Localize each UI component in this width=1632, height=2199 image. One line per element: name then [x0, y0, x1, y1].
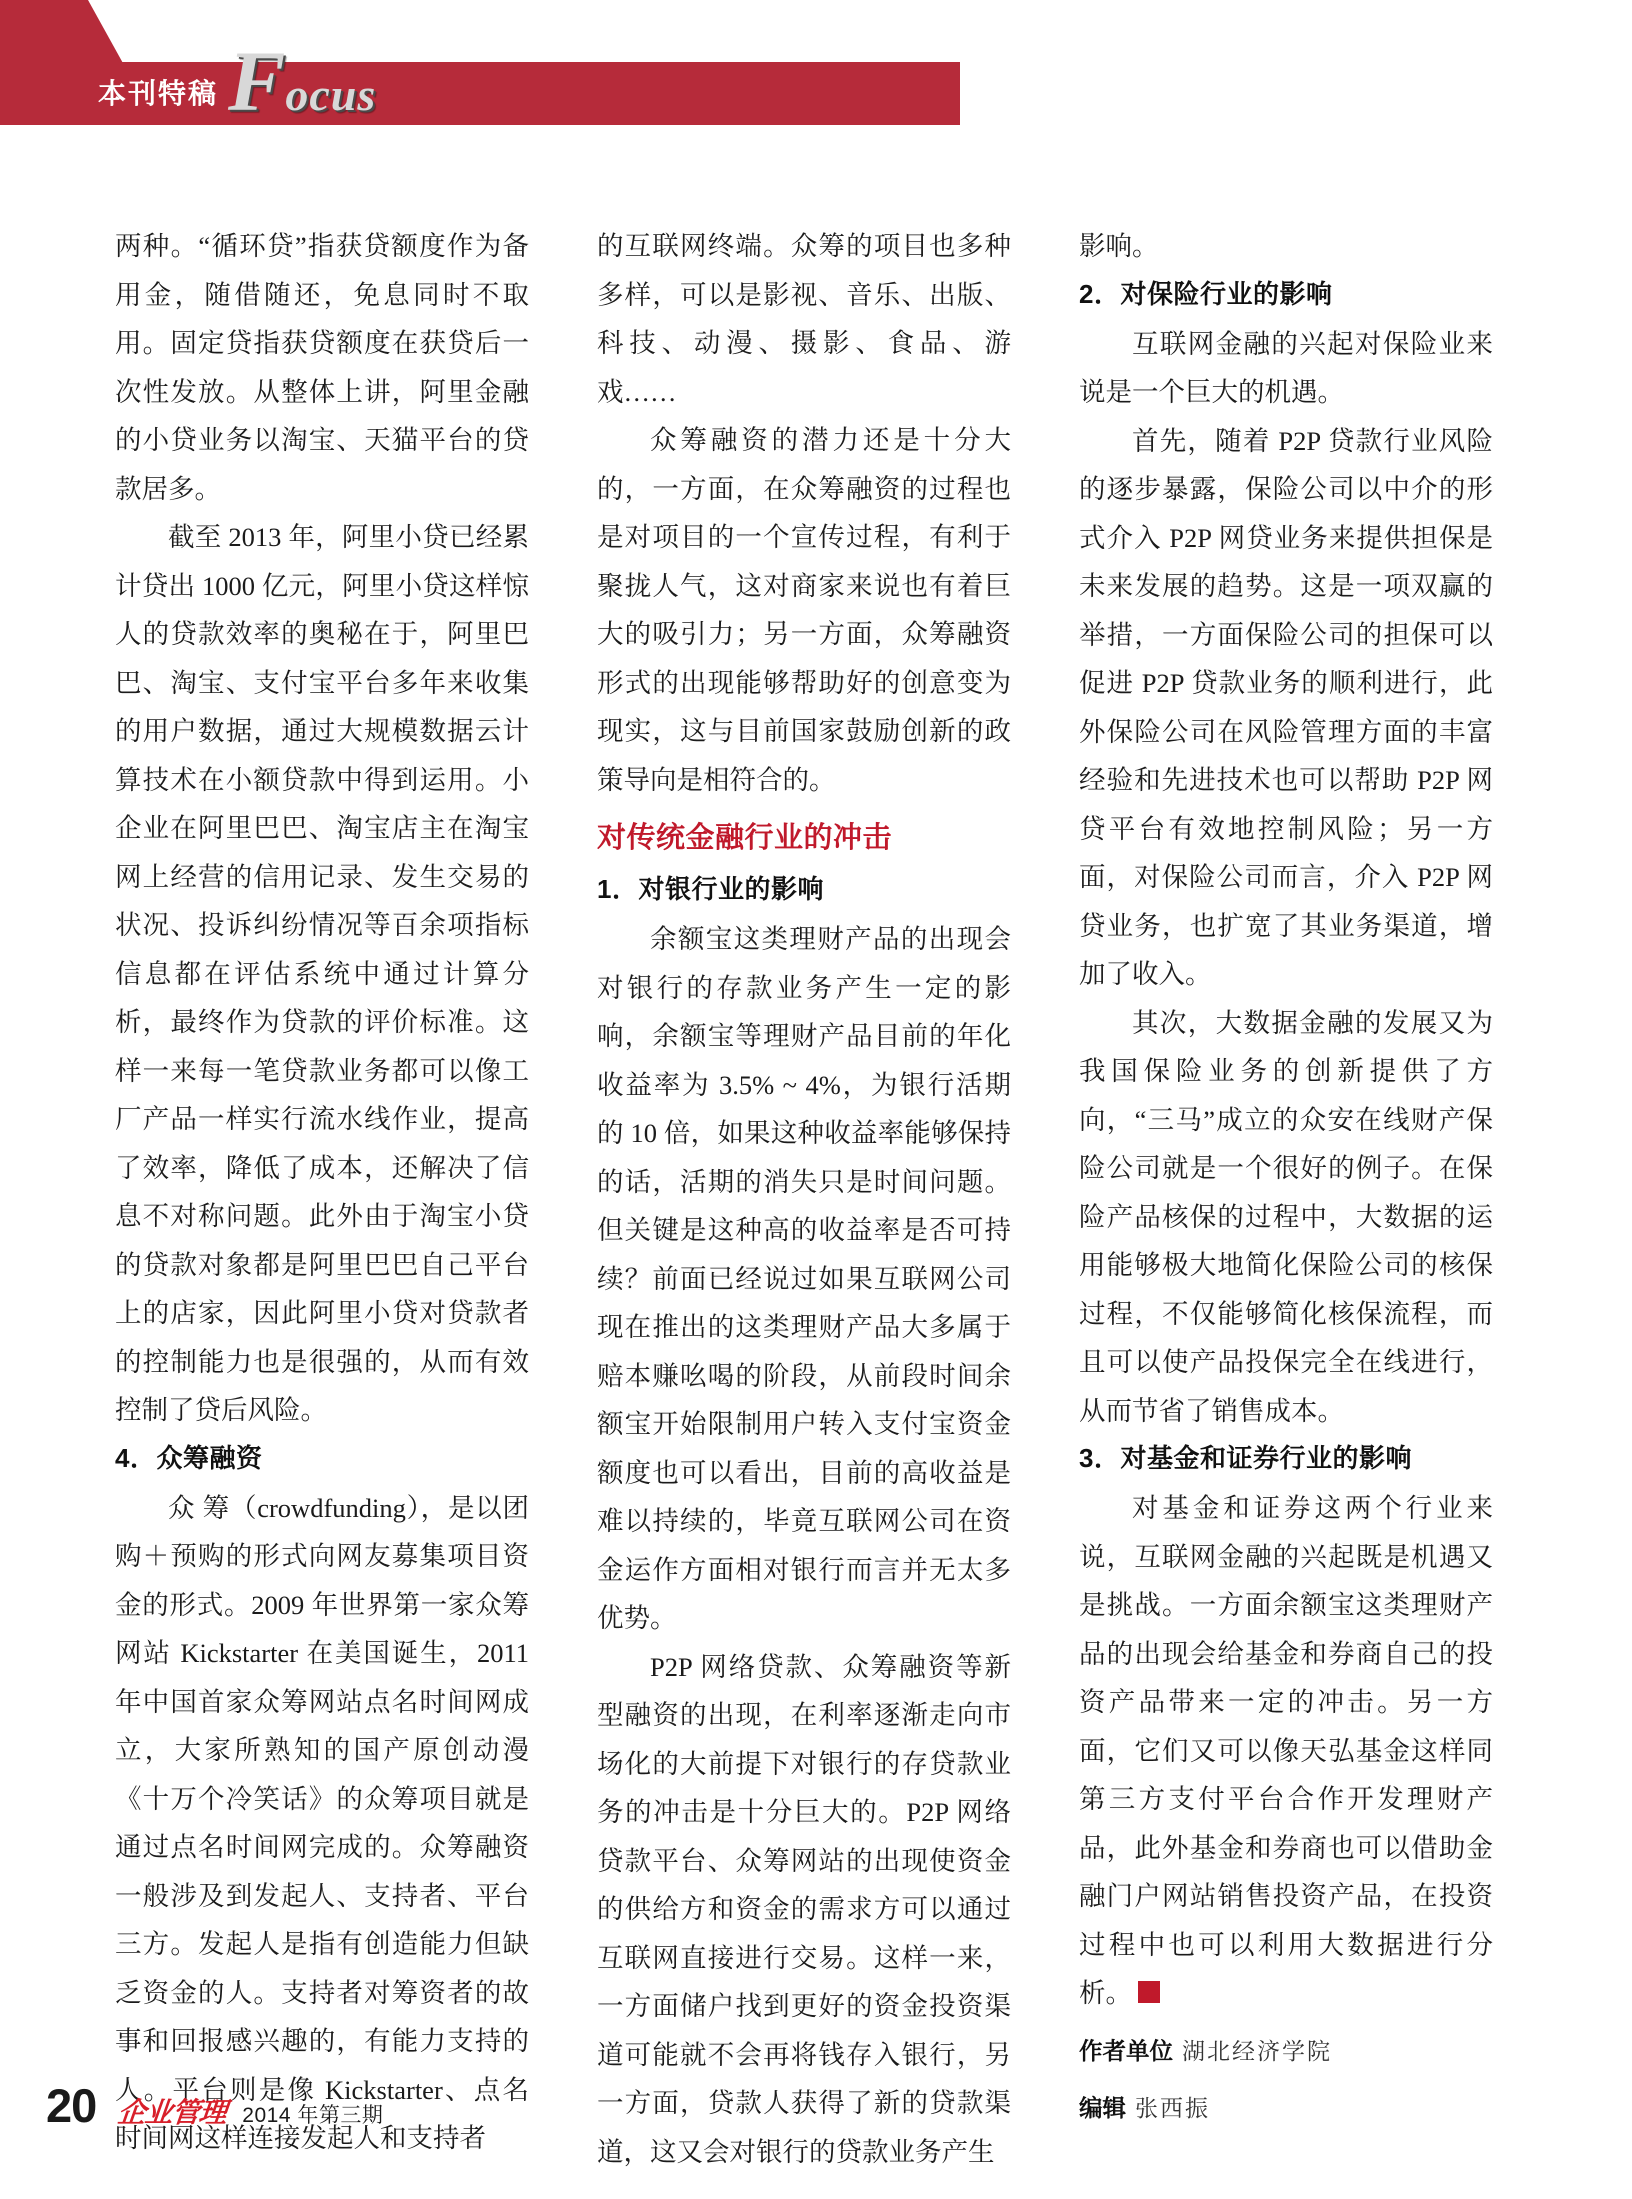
credit-affiliation: [1079, 2028, 1493, 2075]
paragraph: 众筹融资的潜力还是十分大的，一方面，在众筹融资的过程也是对项目的一个宣传过程，有利于聚拢人气，这对商家来说也有着巨大的吸引力；另一方面，众筹融资形式的出现能够帮助好的创意变为现实，这与目前国家鼓励创新的政策导向是相符合的。: [597, 425, 1011, 795]
subheading-banking: 1．对银行业的影响: [597, 874, 824, 904]
paragraph: 众 筹（crowdfunding），是以团购＋预购的形式向网友募集项目资金的形式。2009 年世界第一家众筹网站 Kickstarter 在美国诞生，2011 年中国首家众筹网站点名时间网成立，大家所熟知的国产原创动漫《十万个冷笑话》的众筹项目就是通过点名时间网完成的。众筹融资一般涉及到发起人、支持者、平台三方。发起人是指有创造能力但缺乏资金的人。支持者对筹资者的故事和回报感兴趣的，有能力支持的人。平台则是像 Kickstarter、点名时间网这样连接发起人和支持者: [115, 1492, 529, 2153]
paragraph: P2P 网络贷款、众筹融资等新型融资的出现，在利率逐渐走向市场化的大前提下对银行的存贷款业务的冲击是十分巨大的。P2P 网络贷款平台、众筹网站的出现使资金的供给方和资金的需求方可以通过互联网直接进行交易。这样一来，一方面储户找到更好的资金投资渠道可能就不会再将钱存入银行，另一方面，贷款人获得了新的贷款渠道，这又会对银行的贷款业务产生: [597, 1651, 1011, 2167]
paragraph: 其次，大数据金融的发展又为我国保险业务的创新提供了方向，“三马”成立的众安在线财产保险公司就是一个很好的例子。在保险产品核保的过程中，大数据的运用能够极大地简化保险公司的核保过程，不仅能够简化核保流程，而且可以使产品投保完全在线进行，从而节省了销售成本。: [1079, 1007, 1493, 1426]
credit-editor: [1079, 2085, 1493, 2132]
subheading-funds-securities: 3．对基金和证券行业的影响: [1079, 1443, 1412, 1473]
section-heading-impact: 对传统金融行业的冲击: [597, 822, 893, 854]
page-footer: [46, 2078, 383, 2133]
paragraph-final: [1079, 1484, 1493, 2018]
credit-label: 作者单位: [1079, 2037, 1173, 2064]
column-three: [1079, 222, 1493, 2121]
paragraph: 首先，随着 P2P 贷款行业风险的逐步暴露，保险公司以中介的形式介入 P2P 网贷业务来提供担保是未来发展的趋势。这是一项双赢的举措，一方面保险公司的担保可以促进 P2P 贷款业务的顺利进行，此外保险公司在风险管理方面的丰富经验和先进技术也可以帮助 P2P 网贷平台有效地控制风险；另一方面，对保险公司而言，介入 P2P 网贷业务，也扩宽了其业务渠道，增加了收入。: [1079, 425, 1493, 989]
journal-issue: 2014 年第三期: [242, 2104, 384, 2127]
focus-remainder: ocus: [285, 69, 377, 120]
credit-label: 编辑: [1079, 2094, 1126, 2121]
paragraph: 截至 2013 年，阿里小贷已经累计贷出 1000 亿元，阿里小贷这样惊人的贷款效率的奥秘在于，阿里巴巴、淘宝、支付宝平台多年来收集的用户数据，通过大规模数据云计算技术在小额贷款中得到运用。小企业在阿里巴巴、淘宝店主在淘宝网上经营的信用记录、发生交易的状况、投诉纠纷情况等百余项指标信息都在评估系统中通过计算分析，最终作为贷款的评价标准。这样一来每一笔贷款业务都可以像工厂产品一样实行流水线作业，提高了效率，降低了成本，还解决了信息不对称问题。此外由于淘宝小贷的贷款对象都是阿里巴巴自己平台上的店家，因此阿里小贷对贷款者的控制能力也是很强的，从而有效控制了贷后风险。: [115, 522, 529, 1425]
journal-logo: 企业管理: [116, 2098, 228, 2129]
paragraph: 余额宝这类理财产品的出现会对银行的存款业务产生一定的影响，余额宝等理财产品目前的年化收益率为 3.5% ~ 4%，为银行活期的 10 倍，如果这种收益率能够保持的话，活期的消失只是时间问题。但关键是这种高的收益率是否可持续？前面已经说过如果互联网公司现在推出的这类理财产品大多属于赔本赚吆喝的阶段，从前段时间余额宝开始限制用户转入支付宝资金额度也可以看出，目前的高收益是难以持续的，毕竟互联网公司在资金运作方面相对银行而言并无太多优势。: [597, 924, 1011, 1633]
subheading-crowdfunding: 4．众筹融资: [115, 1442, 263, 1473]
end-of-article-square-icon: [1138, 1981, 1160, 2003]
masthead-banner: [0, 0, 1632, 155]
focus-initial: F: [228, 33, 286, 129]
subheading-insurance: 2．对保险行业的影响: [1079, 278, 1333, 309]
paragraph: 两种。“循环贷”指获贷额度作为备用金，随借随还，免息同时不取用。固定贷指获贷额度在获贷后一次性发放。从整体上讲，阿里金融的小贷业务以淘宝、天猫平台的贷款居多。: [115, 231, 529, 504]
paragraph-text: 对基金和证券这两个行业来说，互联网金融的兴起既是机遇又是挑战。一方面余额宝这类理财产品的出现会给基金和券商自己的投资产品带来一定的冲击。另一方面，它们又可以像天弘基金这样同第三方支付平台合作开发理财产品，此外基金和券商也可以借助金融门户网站销售投资产品，在投资过程中也可以利用大数据进行分析。: [1079, 1493, 1493, 2008]
page-number: 20: [46, 2079, 97, 2132]
column-two: [597, 222, 1011, 2167]
credit-value: 张西振: [1135, 2095, 1210, 2121]
section-label-chinese: 本刊特稿: [98, 78, 219, 109]
paragraph: 的互联网终端。众筹的项目也多种多样，可以是影视、音乐、出版、科技、动漫、摄影、食品、游戏……: [597, 231, 1011, 407]
paragraph: 互联网金融的兴起对保险业来说是一个巨大的机遇。: [1079, 328, 1493, 407]
paragraph: 影响。: [1079, 231, 1159, 261]
credit-value: 湖北经济学院: [1182, 2038, 1332, 2064]
section-label-focus: [228, 33, 377, 129]
